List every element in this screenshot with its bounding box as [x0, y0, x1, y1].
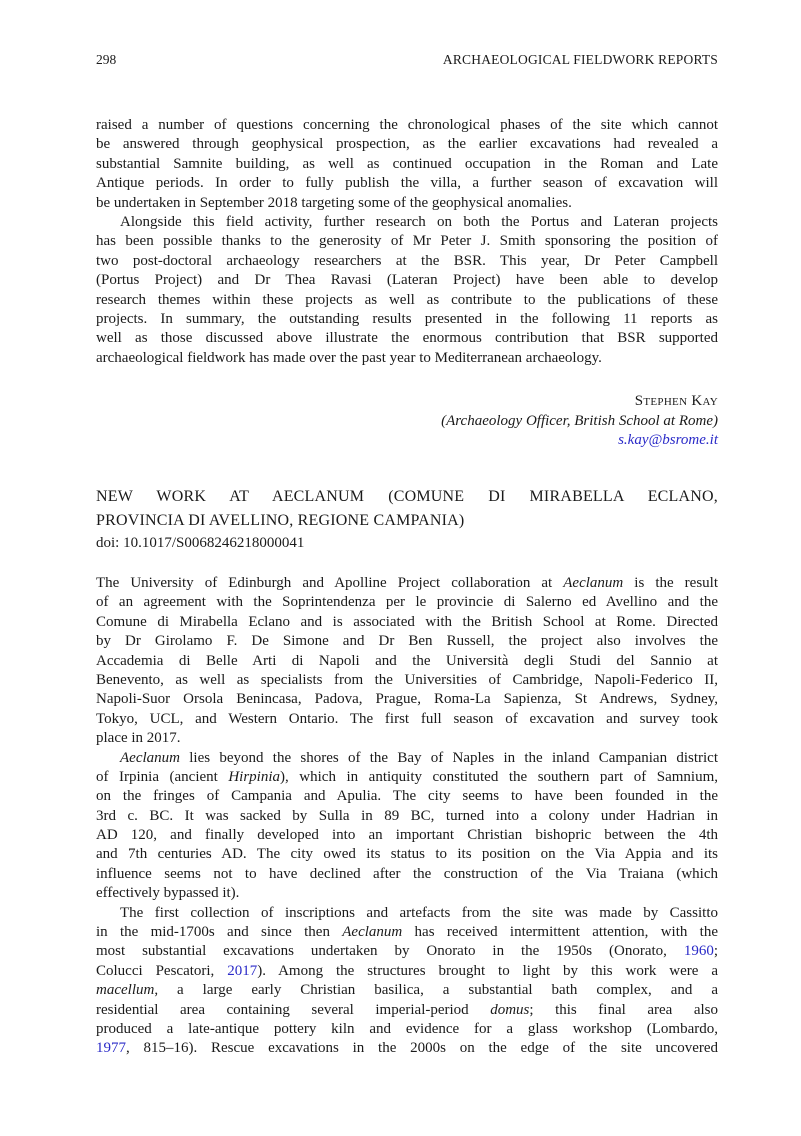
text-run: in the mid-1700s and since then [96, 924, 343, 941]
text-line [96, 632, 718, 651]
text-run: research themes within these projects as well as contribute to the publications of these [96, 291, 718, 308]
text-line [96, 232, 718, 251]
text-line [96, 1039, 718, 1058]
text-line [96, 710, 718, 729]
body-text-section-1 [96, 116, 718, 368]
text-line [96, 213, 718, 232]
italic-term: Aeclanum [120, 749, 180, 766]
text-line [96, 690, 718, 709]
text-run: 3rd c. BC. It was sacked by Sulla in 89 BC, turned into a colony under Hadrian in [96, 807, 718, 824]
italic-term: Hirpinia [228, 768, 281, 785]
text-run: ), which in antiquity constituted the southern part of Samnium, [280, 768, 718, 785]
text-run: be answered through geophysical prospection, as the earlier excavations had revealed a [96, 136, 718, 153]
page-number: 298 [96, 52, 117, 67]
text-line [96, 613, 718, 632]
text-line [96, 981, 718, 1000]
text-line [96, 768, 718, 787]
text-run: has been possible thanks to the generosity of Mr Peter J. Smith sponsoring the position of [96, 233, 718, 250]
text-line [96, 923, 718, 942]
text-line [96, 271, 718, 290]
text-line [96, 729, 718, 748]
text-run: The first collection of inscriptions and artefacts from the site was made by Cassitto [120, 904, 718, 921]
text-line [96, 310, 718, 329]
text-run: ). Among the structures brought to light by this work were a [257, 962, 719, 979]
text-run: residential area containing several imperial-period [96, 1001, 491, 1018]
text-run: Tokyo, UCL, and Western Ontario. The first full season of excavation and survey took [96, 710, 718, 727]
text-run: most substantial excavations undertaken by Onorato in the 1950s (Onorato, [96, 943, 684, 960]
text-line [96, 807, 718, 826]
text-run: has received intermittent attention, with the [402, 924, 719, 941]
italic-term: domus [490, 1001, 530, 1018]
citation-link[interactable]: 2017 [227, 962, 258, 979]
paragraph [96, 749, 718, 904]
article-doi: doi: 10.1017/S0068246218000041 [96, 535, 305, 551]
text-run: Comune di Mirabella Eclano and is associated with the British School at Rome. Directed [96, 613, 718, 630]
text-line [96, 671, 718, 690]
text-run: be undertaken in September 2018 targeting some of the geophysical anomalies. [96, 194, 572, 211]
text-run: of an agreement with the Soprintendenza per le provincie di Salerno ed Avellino and the [96, 594, 718, 611]
text-line [96, 845, 718, 864]
text-run: , a large early Christian basilica, a substantial bath complex, and a [154, 982, 718, 999]
text-run: by Dr Girolamo F. De Simone and Dr Ben Russell, the project also involves the [96, 633, 718, 650]
text-run: of Irpinia (ancient [96, 768, 229, 785]
text-run: projects. In summary, the outstanding results presented in the following 11 reports as [96, 310, 718, 327]
italic-term: Aeclanum [342, 924, 403, 941]
text-run: ; [713, 943, 718, 960]
text-line [96, 1001, 718, 1020]
text-run: (Portus Project) and Dr Thea Ravasi (Lateran Project) have been able to develop [96, 272, 718, 289]
text-line [96, 291, 718, 310]
running-title: ARCHAEOLOGICAL FIELDWORK REPORTS [442, 52, 718, 67]
author-affiliation: (Archaeology Officer, British School at Rome) [441, 412, 718, 429]
text-line [96, 787, 718, 806]
text-run: Accademia di Belle Arti di Napoli and the Università degli Studi del Sannio at [96, 652, 718, 669]
text-run: ; this final area also [529, 1001, 718, 1018]
text-line [96, 962, 718, 981]
text-run: influence seems not to have declined after the construction of the Via Traiana (which [96, 865, 718, 882]
italic-term: macellum [96, 982, 155, 999]
text-line [96, 329, 718, 348]
text-line [96, 749, 718, 768]
text-line [96, 826, 718, 845]
text-run: Antique periods. In order to fully publish the villa, a further season of excavation will [96, 175, 718, 192]
text-run: two post-doctoral archaeology researchers at the BSR. This year, Dr Peter Campbell [96, 252, 718, 269]
text-run: , 815–16). Rescue excavations in the 2000s on the edge of the site uncovered [126, 1040, 718, 1057]
author-name: Stephen Kay [634, 393, 718, 409]
text-run: AD 120, and finally developed into an important Christian bishopric between the 4th [96, 827, 718, 844]
text-run: Alongside this field activity, further research on both the Portus and Lateran projects [120, 213, 718, 230]
paragraph [96, 213, 718, 368]
citation-link[interactable]: 1960 [683, 943, 714, 960]
text-line [96, 135, 718, 154]
paragraph [96, 904, 718, 1059]
text-line [96, 155, 718, 174]
text-line [96, 349, 718, 368]
text-line [96, 574, 718, 593]
text-line [96, 1020, 718, 1039]
paragraph [96, 116, 718, 213]
text-line [96, 652, 718, 671]
text-run: raised a number of questions concerning the chronological phases of the site which cannot [96, 117, 718, 133]
author-email-link[interactable]: s.kay@bsrome.it [618, 432, 718, 449]
text-line [96, 593, 718, 612]
text-line [96, 904, 718, 923]
text-run: Colucci Pescatori, [96, 962, 228, 979]
text-line [96, 174, 718, 193]
text-run: well as those discussed above illustrate the enormous contribution that BSR supported [96, 330, 718, 347]
citation-link[interactable]: 1977 [96, 1040, 126, 1057]
text-run: Napoli-Suor Orsola Benincasa, Padova, Prague, Roma-La Sapienza, St Andrews, Sydney, [96, 691, 718, 708]
text-line [96, 194, 718, 213]
paragraph [96, 574, 718, 749]
text-line [96, 865, 718, 884]
text-run: produced a late-antique pottery kiln and evidence for a glass workshop (Lombardo, [96, 1020, 718, 1037]
article-title-line: PROVINCIA DI AVELLINO, REGIONE CAMPANIA) [96, 512, 465, 529]
italic-term: Aeclanum [563, 575, 624, 591]
text-run: substantial Samnite building, as well as continued occupation in the Roman and Late [96, 155, 718, 172]
signature-block [441, 392, 718, 451]
text-run: is the result [623, 575, 719, 591]
body-text-section-2 [96, 574, 718, 1059]
text-line [96, 884, 718, 903]
text-run: lies beyond the shores of the Bay of Naples in the inland Campanian district [179, 749, 718, 766]
text-run: archaeological fieldwork has made over the past year to Mediterranean archaeology. [96, 349, 602, 366]
text-run: effectively bypassed it). [96, 885, 240, 902]
text-run: Benevento, as well as specialists from the Universities of Cambridge, Napoli-Federico II, [96, 671, 718, 688]
text-line [96, 942, 718, 961]
text-run: and 7th centuries AD. The city owed its status to its position on the Via Appia and its [96, 846, 718, 863]
article-title-line: NEW WORK AT AECLANUM (COMUNE DI MIRABELLA ECLANO, [96, 488, 718, 505]
text-run: place in 2017. [96, 730, 181, 747]
article-title [96, 485, 718, 533]
text-line [96, 252, 718, 271]
text-line [96, 116, 718, 135]
text-run: The University of Edinburgh and Apolline Project collaboration at [96, 575, 564, 591]
text-run: on the fringes of Campania and Apulia. The city seems to have been founded in the [96, 788, 718, 805]
